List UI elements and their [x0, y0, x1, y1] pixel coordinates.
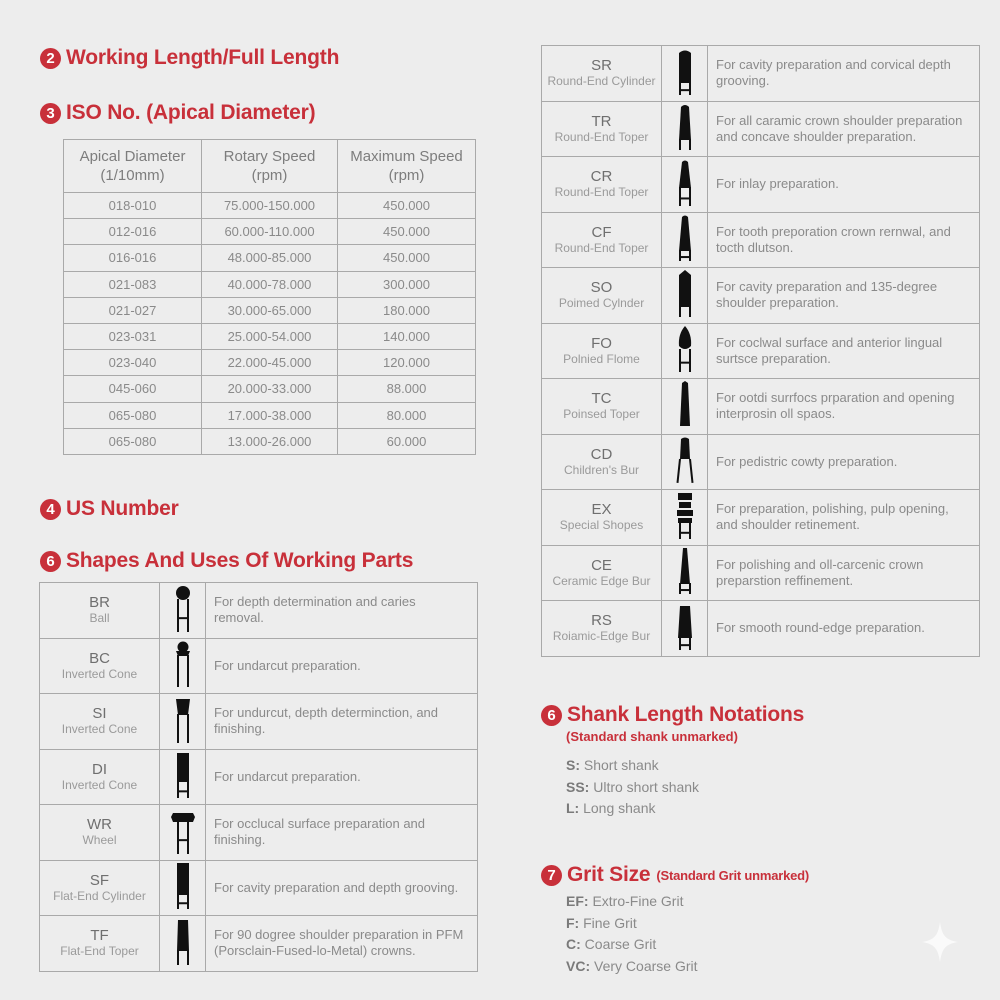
table-row — [542, 323, 980, 379]
shape-name: Round-End Toper — [554, 185, 649, 200]
round-end-cylinder-bur-icon — [662, 46, 708, 102]
heading-text: Grit Size — [567, 863, 651, 886]
shape-name: Children's Bur — [564, 462, 639, 477]
maximum-speed-cell: 60.000 — [338, 428, 476, 454]
shape-name: Round-End Cylinder — [547, 74, 656, 89]
maximum-speed-cell: 180.000 — [338, 297, 476, 323]
shape-name: Wheel — [82, 833, 117, 848]
shank-notation-item — [566, 798, 699, 820]
shape-description: For coclwal surface and anterior lingual surtsce preparation. — [708, 323, 980, 379]
shape-name: Ceramic Edge Bur — [552, 573, 651, 588]
shape-code: FO — [591, 334, 612, 352]
shape-description: For 90 dogree shoulder preparation in PFM (Porsclain-Fused-lo-Metal) crowns. — [206, 916, 478, 972]
header-rotary-speed: Rotary Speed (rpm) — [202, 140, 338, 193]
shape-code-cell — [542, 46, 662, 102]
list-key: F: — [566, 914, 580, 931]
shape-code: SR — [591, 57, 612, 75]
apical-diameter-cell: 012-016 — [64, 219, 202, 245]
section-number-badge: 4 — [40, 499, 61, 520]
pointed-flame-bur-icon — [662, 323, 708, 379]
shape-description: For preparation, polishing, pulp opening, and shoulder retinement. — [708, 490, 980, 546]
pointed-cylinder-bur-icon — [662, 268, 708, 324]
table-row — [64, 402, 476, 428]
list-value: Coarse Grit — [584, 936, 657, 952]
table-row — [64, 219, 476, 245]
list-key: L: — [566, 800, 580, 816]
apical-diameter-cell: 065-080 — [64, 402, 202, 428]
list-key: VC: — [566, 957, 591, 974]
shape-description: For smooth round-edge preparation. — [708, 601, 980, 657]
shape-code-cell — [542, 545, 662, 601]
maximum-speed-cell: 140.000 — [338, 323, 476, 349]
rotary-speed-cell: 22.000-45.000 — [202, 350, 338, 376]
table-row — [40, 860, 478, 916]
table-row — [40, 805, 478, 861]
shape-description: For cavity preparation and 135-degree shoulder preparation. — [708, 268, 980, 324]
inverted-cone-short-bur-icon — [160, 694, 206, 750]
shape-code: CR — [590, 168, 613, 186]
round-end-taper-short-bur-icon — [662, 157, 708, 213]
shape-description: For undurcut, depth determinction, and finishing. — [206, 694, 478, 750]
shape-code-cell — [542, 434, 662, 490]
table-row — [64, 350, 476, 376]
table-row — [542, 157, 980, 213]
shape-code: WR — [87, 816, 112, 834]
shape-code-cell — [40, 694, 160, 750]
shape-description: For undarcut preparation. — [206, 749, 478, 805]
apical-diameter-cell: 023-040 — [64, 350, 202, 376]
rotary-speed-cell: 25.000-54.000 — [202, 323, 338, 349]
rotary-speed-cell: 17.000-38.000 — [202, 402, 338, 428]
shape-description: For pedistric cowty preparation. — [708, 434, 980, 490]
shank-notation-list — [566, 755, 699, 820]
table-row — [40, 694, 478, 750]
flat-end-taper-bur-icon — [160, 916, 206, 972]
list-value: Ultro short shank — [593, 778, 700, 795]
apical-diameter-cell: 065-080 — [64, 428, 202, 454]
shape-name: Round-End Toper — [554, 129, 649, 144]
shape-code-cell — [542, 157, 662, 213]
shape-code: TC — [591, 390, 612, 408]
shape-code: BC — [89, 649, 110, 667]
shape-description: For depth determination and caries removal. — [206, 583, 478, 639]
shank-subtitle: (Standard shank unmarked) — [566, 729, 738, 744]
shape-description: For ootdi surrfocs prparation and opening interprosin oll spaos. — [708, 379, 980, 435]
maximum-speed-cell: 450.000 — [338, 245, 476, 271]
table-row — [542, 101, 980, 157]
section-number-badge: 6 — [40, 551, 61, 572]
section-number-badge: 3 — [40, 103, 61, 124]
heading-text: Shapes And Uses Of Working Parts — [66, 549, 414, 572]
header-apical-diameter: Apical Diameter (1/10mm) — [64, 140, 202, 193]
maximum-speed-cell: 300.000 — [338, 271, 476, 297]
maximum-speed-cell: 450.000 — [338, 219, 476, 245]
shape-name: Roiamic-Edge Bur — [552, 629, 651, 644]
shape-name: Inverted Cone — [61, 777, 138, 792]
maximum-speed-cell: 88.000 — [338, 376, 476, 402]
list-value: Extro-Fine Grit — [592, 893, 684, 909]
shape-code-cell — [40, 860, 160, 916]
shape-description: For undarcut preparation. — [206, 638, 478, 694]
shape-description: For occlucal surface preparation and finishing. — [206, 805, 478, 861]
shape-code-cell — [542, 379, 662, 435]
shape-code-cell — [40, 638, 160, 694]
pointed-taper-bur-icon — [662, 379, 708, 435]
apical-diameter-cell: 021-027 — [64, 297, 202, 323]
sparkle-icon — [922, 922, 958, 962]
grit-size-item — [566, 891, 698, 913]
round-edge-bur-icon — [662, 601, 708, 657]
apical-diameter-cell: 045-060 — [64, 376, 202, 402]
heading-text: US Number — [66, 497, 179, 520]
shape-description: For all caramic crown shoulder preparation and concave shoulder preparation. — [708, 101, 980, 157]
special-shapes-bur-icon — [662, 490, 708, 546]
list-key: C: — [566, 936, 581, 952]
section-number-badge: 7 — [541, 865, 562, 886]
shape-description: For cavity preparation and depth grooving. — [206, 860, 478, 916]
heading-shapes — [40, 549, 413, 573]
shape-code-cell — [542, 601, 662, 657]
table-row — [542, 490, 980, 546]
apical-diameter-cell: 018-010 — [64, 193, 202, 219]
heading-text: Shank Length Notations — [567, 703, 805, 726]
shank-notation-item — [566, 755, 699, 777]
table-row — [64, 193, 476, 219]
shape-code: CD — [590, 445, 613, 463]
shape-code: SI — [92, 705, 107, 723]
shape-code: SO — [590, 279, 613, 297]
wheel-bur-icon — [160, 805, 206, 861]
grit-subtitle: (Standard Grit unmarked) — [656, 867, 810, 883]
section-number-badge: 2 — [40, 48, 61, 69]
shape-code: RS — [591, 612, 612, 630]
shape-code: BR — [89, 594, 110, 612]
iso-speed-table — [63, 139, 476, 455]
childrens-bur-icon — [662, 434, 708, 490]
table-row — [542, 379, 980, 435]
shape-name: Poimed Cylnder — [558, 296, 645, 311]
rotary-speed-cell: 30.000-65.000 — [202, 297, 338, 323]
table-row — [64, 245, 476, 271]
shape-code: CF — [591, 223, 612, 241]
list-value: Fine Grit — [583, 914, 637, 931]
table-row — [40, 916, 478, 972]
grit-size-list — [566, 891, 698, 977]
heading-shank-length — [541, 703, 804, 727]
heading-iso — [40, 101, 315, 125]
table-row — [542, 434, 980, 490]
rotary-speed-cell: 60.000-110.000 — [202, 219, 338, 245]
table-row — [40, 583, 478, 639]
shape-code-cell — [40, 583, 160, 639]
shape-name: Round-End Toper — [554, 240, 649, 255]
rotary-speed-cell: 13.000-26.000 — [202, 428, 338, 454]
heading-working-length — [40, 46, 339, 70]
rotary-speed-cell: 20.000-33.000 — [202, 376, 338, 402]
rotary-speed-cell: 40.000-78.000 — [202, 271, 338, 297]
table-row — [64, 271, 476, 297]
shape-code: TR — [591, 112, 612, 130]
table-row — [64, 376, 476, 402]
table-row — [542, 46, 980, 102]
shapes-table-left — [39, 582, 478, 972]
shank-notation-item — [566, 777, 699, 799]
heading-us-number — [40, 497, 179, 521]
flat-end-cylinder-bur-icon — [160, 860, 206, 916]
round-end-taper-bur-icon — [662, 101, 708, 157]
table-row — [40, 638, 478, 694]
shape-name: Polnied Flome — [563, 351, 640, 366]
list-value: Short shank — [583, 757, 659, 773]
maximum-speed-cell: 80.000 — [338, 402, 476, 428]
shape-code-cell — [542, 490, 662, 546]
shape-description: For polishing and oll-carcenic crown preparstion reffinement. — [708, 545, 980, 601]
shape-code-cell — [542, 212, 662, 268]
list-key: EF: — [566, 893, 589, 909]
table-row — [542, 212, 980, 268]
ball-bur-icon — [160, 583, 206, 639]
shape-name: Special Shopes — [559, 518, 644, 533]
maximum-speed-cell: 120.000 — [338, 350, 476, 376]
apical-diameter-cell: 016-016 — [64, 245, 202, 271]
apical-diameter-cell: 021-083 — [64, 271, 202, 297]
shape-code-cell — [40, 916, 160, 972]
shape-description: For inlay preparation. — [708, 157, 980, 213]
shape-code: CE — [591, 556, 612, 574]
table-row — [40, 749, 478, 805]
table-row — [64, 323, 476, 349]
shape-code-cell — [542, 268, 662, 324]
apical-diameter-cell: 023-031 — [64, 323, 202, 349]
shapes-table-right — [541, 45, 980, 657]
shape-name: Inverted Cone — [61, 666, 138, 681]
list-value: Very Coarse Grit — [594, 957, 698, 974]
shape-name: Flat-End Cylinder — [53, 888, 146, 903]
list-key: SS: — [566, 778, 590, 795]
inverted-cone-bur-icon — [160, 638, 206, 694]
rotary-speed-cell: 48.000-85.000 — [202, 245, 338, 271]
table-row — [64, 428, 476, 454]
shape-code: SF — [89, 871, 110, 889]
list-key: S: — [566, 757, 580, 773]
shape-name: Ball — [89, 611, 110, 626]
table-row — [542, 545, 980, 601]
shape-code: DI — [92, 760, 107, 778]
shape-name: Inverted Cone — [61, 722, 138, 737]
table-row — [64, 297, 476, 323]
shape-code-cell — [40, 805, 160, 861]
shape-code-cell — [542, 323, 662, 379]
heading-grit-size — [541, 863, 809, 887]
grit-size-item — [566, 913, 698, 935]
table-header-row — [64, 140, 476, 193]
shape-code-cell — [40, 749, 160, 805]
ceramic-edge-bur-icon — [662, 545, 708, 601]
table-row — [542, 268, 980, 324]
rotary-speed-cell: 75.000-150.000 — [202, 193, 338, 219]
heading-text: ISO No. (Apical Diameter) — [66, 101, 316, 124]
shape-code-cell — [542, 101, 662, 157]
table-row — [542, 601, 980, 657]
inverted-cone-long-bur-icon — [160, 749, 206, 805]
heading-text: Working Length/Full Length — [66, 46, 340, 69]
round-end-taper-long-bur-icon — [662, 212, 708, 268]
grit-size-item — [566, 934, 698, 956]
grit-size-item — [566, 956, 698, 978]
shape-description: For tooth preporation crown rernwal, and tocth dlutson. — [708, 212, 980, 268]
shape-code: TF — [90, 927, 109, 945]
section-number-badge: 6 — [541, 705, 562, 726]
maximum-speed-cell: 450.000 — [338, 193, 476, 219]
shape-description: For cavity preparation and corvical depth grooving. — [708, 46, 980, 102]
shape-code: EX — [591, 501, 612, 519]
list-value: Long shank — [583, 800, 656, 816]
shape-name: Flat-End Toper — [60, 944, 139, 959]
shape-name: Poinsed Toper — [563, 407, 640, 422]
header-maximum-speed: Maximum Speed (rpm) — [338, 140, 476, 193]
